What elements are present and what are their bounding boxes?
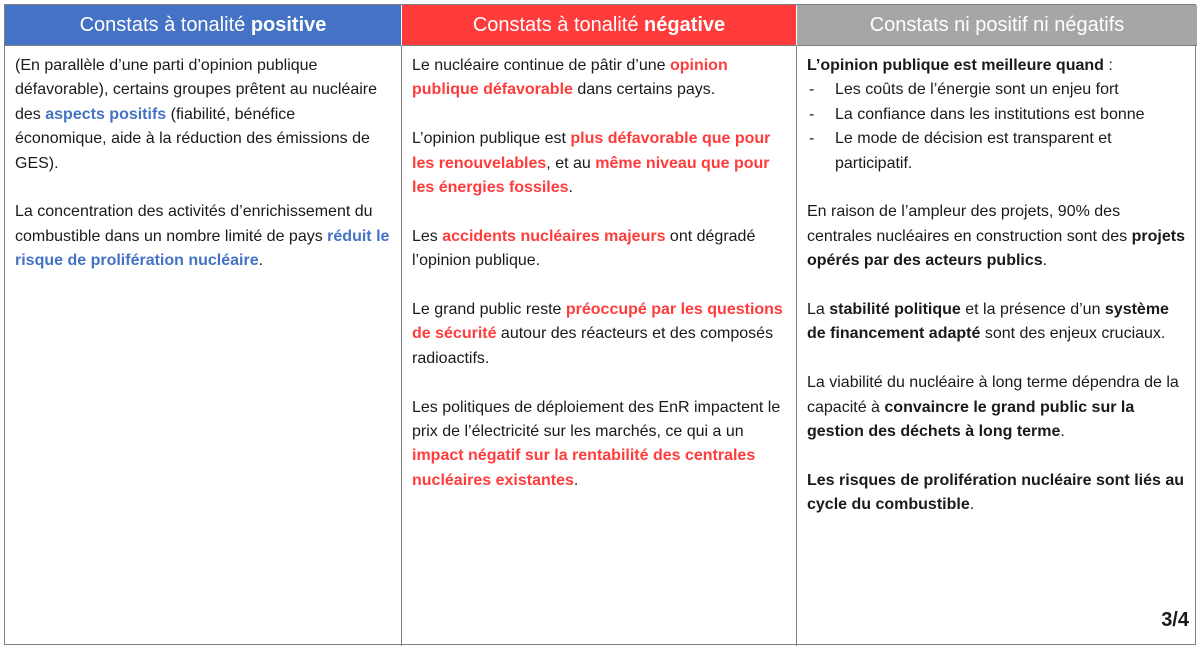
positive-paragraph-2 (15, 200, 391, 273)
text: Les (412, 227, 443, 245)
neutral-paragraph-4 (807, 371, 1187, 444)
neutral-conditions-list (807, 78, 1187, 176)
text: Les politiques de déploiement des EnR impactent le prix de l’électricité sur les marchés, ce qui a un (412, 398, 781, 441)
text: . (1060, 423, 1065, 441)
header-negative (402, 5, 797, 46)
header-positive-prefix: Constats à tonalité (79, 13, 251, 36)
list-item: - Le mode de décision est transparent et participatif. (807, 127, 1187, 176)
negative-paragraph-1 (412, 54, 786, 103)
bold-text: convaincre le grand public sur la gestion des déchets à long terme (807, 398, 1135, 441)
highlight-positive: réduit le risque de prolifération nucléaire (15, 227, 390, 270)
bold-text: stabilité politique (829, 301, 961, 319)
list-item: - La confiance dans les institutions est bonne (807, 103, 1187, 127)
header-neutral (797, 5, 1197, 46)
bold-text: système de financement adapté (807, 301, 1169, 343)
text: . (568, 179, 573, 197)
column-positive (5, 46, 402, 646)
text: L’opinion publique est (412, 130, 571, 148)
text: Le grand public reste (412, 301, 566, 319)
text: dans certains pays. (572, 81, 716, 99)
column-negative (402, 46, 797, 646)
neutral-paragraph-3 (807, 298, 1187, 347)
header-negative-prefix: Constats à tonalité (472, 13, 645, 36)
highlight-negative: plus défavorable que pour les renouvelables (412, 130, 771, 172)
intro-bold: L’opinion publique est meilleure quand (807, 57, 1104, 74)
text: En raison de l’ampleur des projets, 90% des centrales nucléaires en construction sont des (807, 203, 1132, 245)
text: autour des réacteurs et des composés radioactifs. (412, 325, 774, 367)
bold-text: projets opérés par des acteurs publics (807, 227, 1185, 270)
page-number: 3/4 (1161, 608, 1189, 631)
text: sont des enjeux cruciaux. (980, 325, 1166, 343)
highlight-negative: même niveau que pour les énergies fossiles (412, 154, 770, 197)
text: La (807, 301, 830, 319)
bold-text: Les risques de prolifération nucléaire sont liés au cycle du combustible (807, 471, 1184, 514)
text: La viabilité du nucléaire à long terme dépendra de la capacité à (807, 374, 1179, 416)
highlight-negative: impact négatif sur la rentabilité des centrales nucléaires existantes (412, 447, 756, 489)
negative-paragraph-5 (412, 396, 786, 494)
header-positive (5, 5, 402, 46)
negative-paragraph-3 (412, 225, 786, 274)
neutral-paragraph-5 (807, 469, 1187, 518)
text: (fiabilité, bénéfice économique, aide à la réduction des émissions de GES). (15, 105, 370, 172)
text: Le nucléaire continue de pâtir d’une (412, 57, 670, 74)
text: et la présence d’un (960, 301, 1105, 319)
text: . (258, 252, 264, 270)
header-neutral-label: Constats ni positif ni négatifs (869, 13, 1125, 36)
text: La concentration des activités d’enrichissement du combustible dans un nombre limité de pays (15, 203, 373, 245)
negative-paragraph-4 (412, 298, 786, 371)
text: . (573, 471, 579, 489)
findings-table (4, 4, 1196, 645)
negative-paragraph-2 (412, 127, 786, 200)
column-neutral (797, 46, 1197, 646)
text: ont dégradé l’opinion publique. (412, 227, 756, 270)
neutral-paragraph-2 (807, 200, 1187, 273)
neutral-intro (807, 54, 1187, 78)
highlight-negative: opinion publique défavorable (412, 57, 728, 99)
highlight-negative: préoccupé par les questions de sécurité (412, 301, 783, 343)
text: . (1042, 252, 1048, 270)
highlight-positive: aspects positifs (45, 105, 167, 123)
text: , et au (546, 154, 596, 172)
text: : (1103, 57, 1113, 74)
text: (En parallèle d’une parti d’opinion publique défavorable), certains groupes prêtent au nucléaire des (15, 57, 377, 123)
header-positive-strong: positive (250, 13, 327, 36)
list-item: - Les coûts de l’énergie sont un enjeu fort (807, 78, 1187, 102)
text: . (969, 496, 975, 514)
highlight-negative: accidents nucléaires majeurs (442, 227, 666, 245)
positive-paragraph-1 (15, 54, 391, 176)
header-negative-strong: négative (644, 13, 726, 36)
